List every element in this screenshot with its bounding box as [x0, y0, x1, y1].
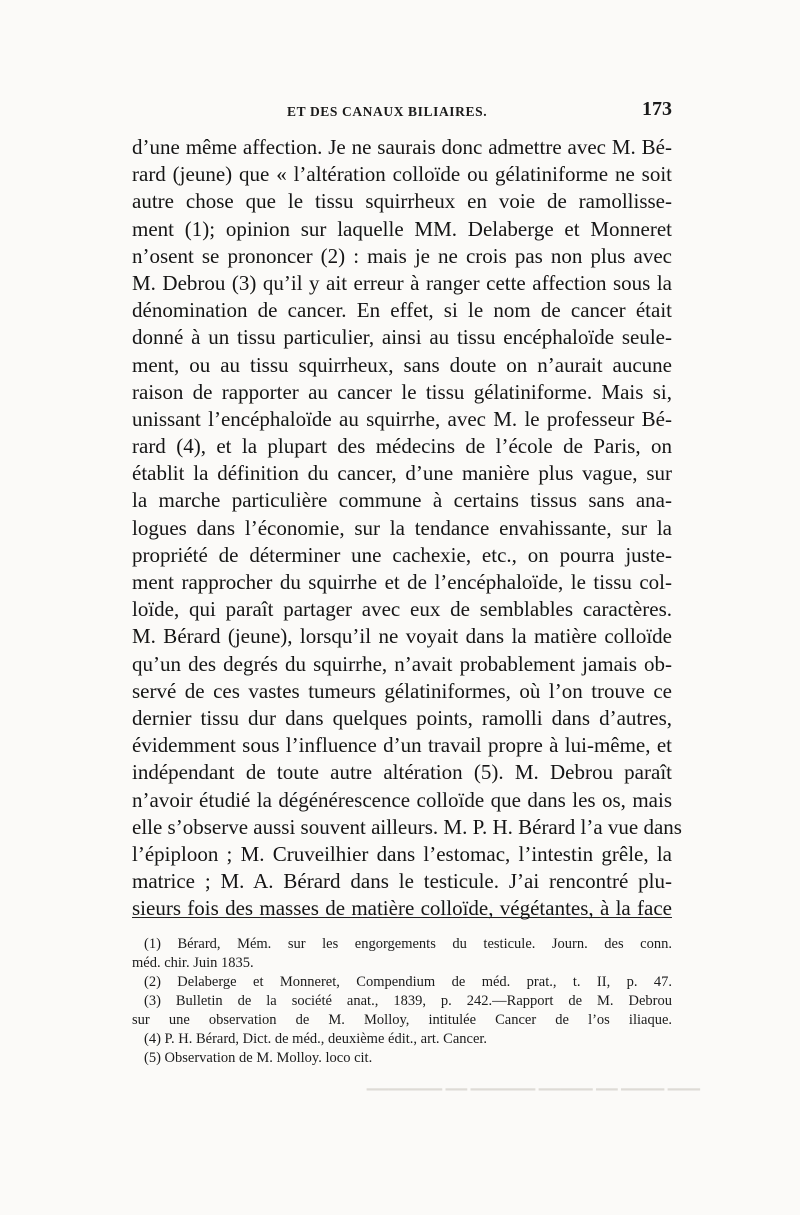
footnote-line: (2) Delaberge et Monneret, Compendium de méd. prat., t. II, p. 47. [144, 974, 672, 990]
text-line: dernier tissu dur dans quelques points, ramolli dans d’autres, [132, 705, 672, 730]
bleed-through-texture: ▁▁▁ ▁▁▁▁ ▁▁ ▁▁▁▁▁ ▁▁▁▁▁▁ ▁▁ ▁▁▁▁▁▁▁ [366, 1076, 700, 1091]
text-line: donné à un tissu particulier, ainsi au tissu encéphaloïde seule- [132, 325, 672, 350]
text-line: n’osent se prononcer (2) : mais je ne crois pas non plus avec [132, 243, 672, 268]
text-line: loïde, qui paraît partager avec eux de semblables caractères. [132, 597, 672, 622]
text-line: elle s’observe aussi souvent ailleurs. M. P. H. Bérard l’a vue dans [132, 814, 682, 839]
text-line: raison de rapporter au cancer le tissu gélatiniforme. Mais si, [132, 379, 672, 404]
text-line: ment (1); opinion sur laquelle MM. Delaberge et Monneret [132, 216, 672, 241]
page-number: 173 [642, 98, 672, 120]
text-line: logues dans l’économie, sur la tendance envahissante, sur la [132, 515, 672, 540]
footnote-line: méd. chir. Juin 1835. [132, 955, 254, 971]
footnote-line: (5) Observation de M. Molloy. loco cit. [144, 1050, 373, 1066]
main-text [132, 134, 682, 922]
footnote-rule [132, 917, 672, 918]
text-line: servé de ces vastes tumeurs gélatiniformes, où l’on trouve ce [132, 678, 672, 703]
running-title: ET DES CANAUX BILIAIRES. [287, 104, 488, 119]
footnote-line: (4) P. H. Bérard, Dict. de méd., deuxième édit., art. Cancer. [144, 1031, 488, 1047]
text-line: l’épiploon ; M. Cruveilhier dans l’estomac, l’intestin grêle, la [132, 841, 672, 866]
text-line: M. Bérard (jeune), lorsqu’il ne voyait dans la matière colloïde [132, 624, 672, 649]
text-line: établit la définition du cancer, d’une manière plus vague, sur [132, 461, 672, 486]
footnotes [132, 935, 672, 1068]
footnote-line: sur une observation de M. Molloy, intitulée Cancer de l’os iliaque. [132, 1012, 672, 1028]
text-line: qu’un des degrés du squirrhe, n’avait probablement jamais ob- [132, 651, 672, 676]
text-line: n’avoir étudié la dégénérescence colloïde que dans les os, mais [132, 787, 672, 812]
text-line: dénomination de cancer. En effet, si le nom de cancer était [132, 298, 672, 323]
text-line: matrice ; M. A. Bérard dans le testicule. J’ai rencontré plu- [132, 869, 672, 894]
text-line: la marche particulière commune à certains tissus sans ana- [132, 488, 672, 513]
text-line: autre chose que le tissu squirrheux en voie de ramollisse- [132, 189, 672, 214]
text-line: évidemment sous l’influence d’un travail propre à lui-même, et [132, 733, 672, 758]
footnote-line: (1) Bérard, Mém. sur les engorgements du testicule. Journ. des conn. [144, 936, 672, 952]
text-line: M. Debrou (3) qu’il y ait erreur à ranger cette affection sous la [132, 270, 672, 295]
text-line: rard (jeune) que « l’altération colloïde ou gélatiniforme ne soit [132, 162, 672, 187]
text-line: sieurs fois des masses de matière colloïde, végétantes, à la face [132, 896, 672, 921]
text-line: rard (4), et la plupart des médecins de l’école de Paris, on [132, 434, 672, 459]
text-line: propriété de déterminer une cachexie, etc., on pourra juste- [132, 542, 672, 567]
text-line: unissant l’encéphaloïde au squirrhe, avec M. le professeur Bé- [132, 406, 672, 431]
text-line: ment, ou au tissu squirrheux, sans doute on n’aurait aucune [132, 352, 672, 377]
text-line: d’une même affection. Je ne saurais donc admettre avec M. Bé- [132, 135, 672, 159]
footnote-line: (3) Bulletin de la société anat., 1839, p. 242.—Rapport de M. Debrou [144, 993, 672, 1009]
text-line: indépendant de toute autre altération (5). M. Debrou paraît [132, 760, 672, 785]
text-line: ment rapprocher du squirrhe et de l’encéphaloïde, le tissu col- [132, 570, 672, 594]
running-head [132, 98, 672, 128]
